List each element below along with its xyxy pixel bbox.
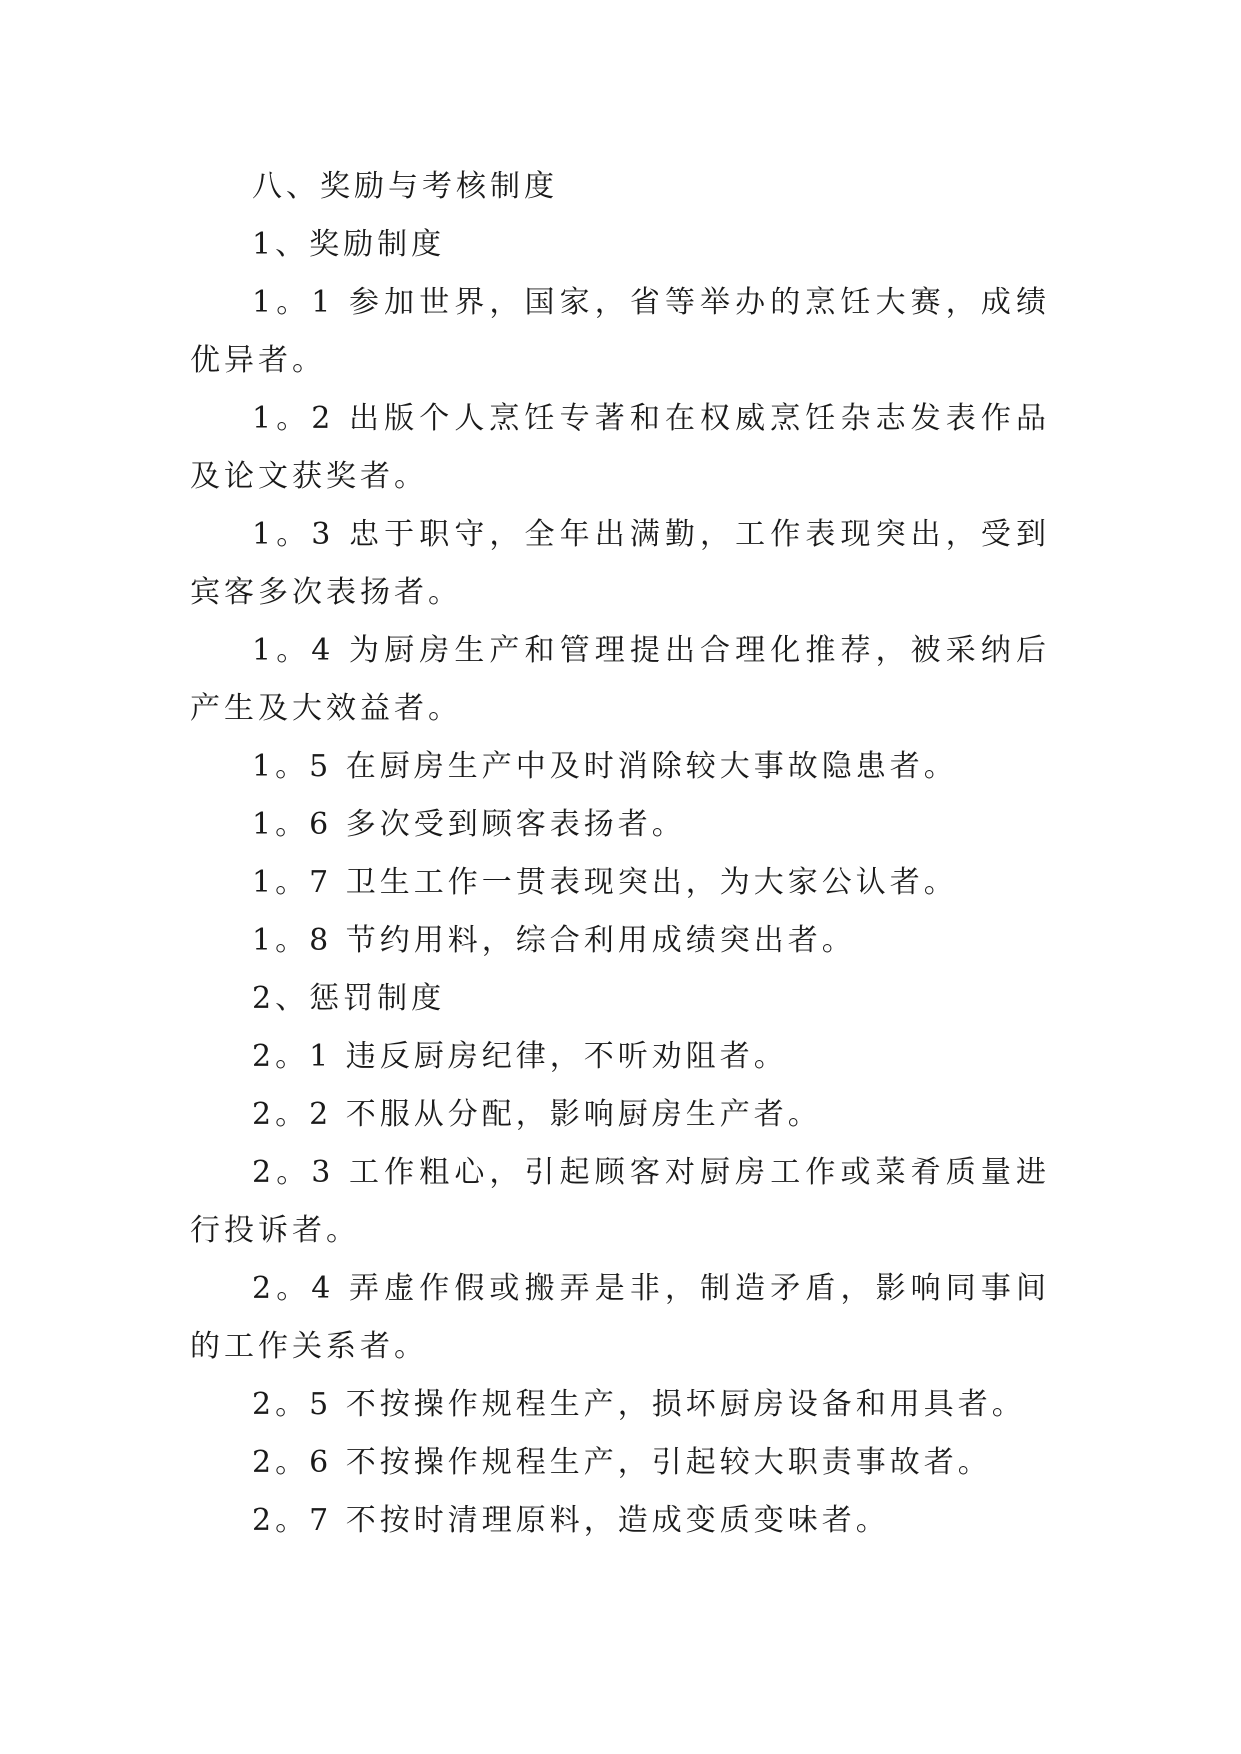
list-item: 1。4 为厨房生产和管理提出合理化推荐，被采纳后产生及大效益者。 (190, 633, 1050, 726)
list-item: 1。6 多次受到顾客表扬者。 (252, 807, 686, 842)
list-item: 2。3 工作粗心，引起顾客对厨房工作或菜肴质量进行投诉者。 (190, 1155, 1050, 1248)
list-item: 2。4 弄虚作假或搬弄是非，制造矛盾，影响同事间的工作关系者。 (190, 1271, 1050, 1364)
list-item: 2。2 不服从分配，影响厨房生产者。 (252, 1097, 822, 1132)
list-item: 2。6 不按操作规程生产，引起较大职责事故者。 (252, 1445, 992, 1480)
document-body (190, 158, 1050, 1550)
list-item: 1。8 节约用料，综合利用成绩突出者。 (252, 923, 856, 958)
list-item: 1。5 在厨房生产中及时消除较大事故隐患者。 (252, 749, 958, 784)
subsection-heading: 2、惩罚制度 (252, 981, 446, 1016)
list-item: 1。3 忠于职守，全年出满勤，工作表现突出，受到宾客多次表扬者。 (190, 517, 1050, 610)
list-item: 2。5 不按操作规程生产，损坏厨房设备和用具者。 (252, 1387, 1026, 1422)
list-item: 2。1 违反厨房纪律，不听劝阻者。 (252, 1039, 788, 1074)
list-item: 1。7 卫生工作一贯表现突出，为大家公认者。 (252, 865, 958, 900)
list-item: 1。2 出版个人烹饪专著和在权威烹饪杂志发表作品及论文获奖者。 (190, 401, 1050, 494)
subsection-heading: 1、奖励制度 (252, 227, 446, 262)
list-item: 2。7 不按时清理原料，造成变质变味者。 (252, 1503, 890, 1538)
list-item: 1。1 参加世界，国家，省等举办的烹饪大赛，成绩优异者。 (190, 285, 1050, 378)
section-heading: 八、奖励与考核制度 (252, 169, 558, 204)
